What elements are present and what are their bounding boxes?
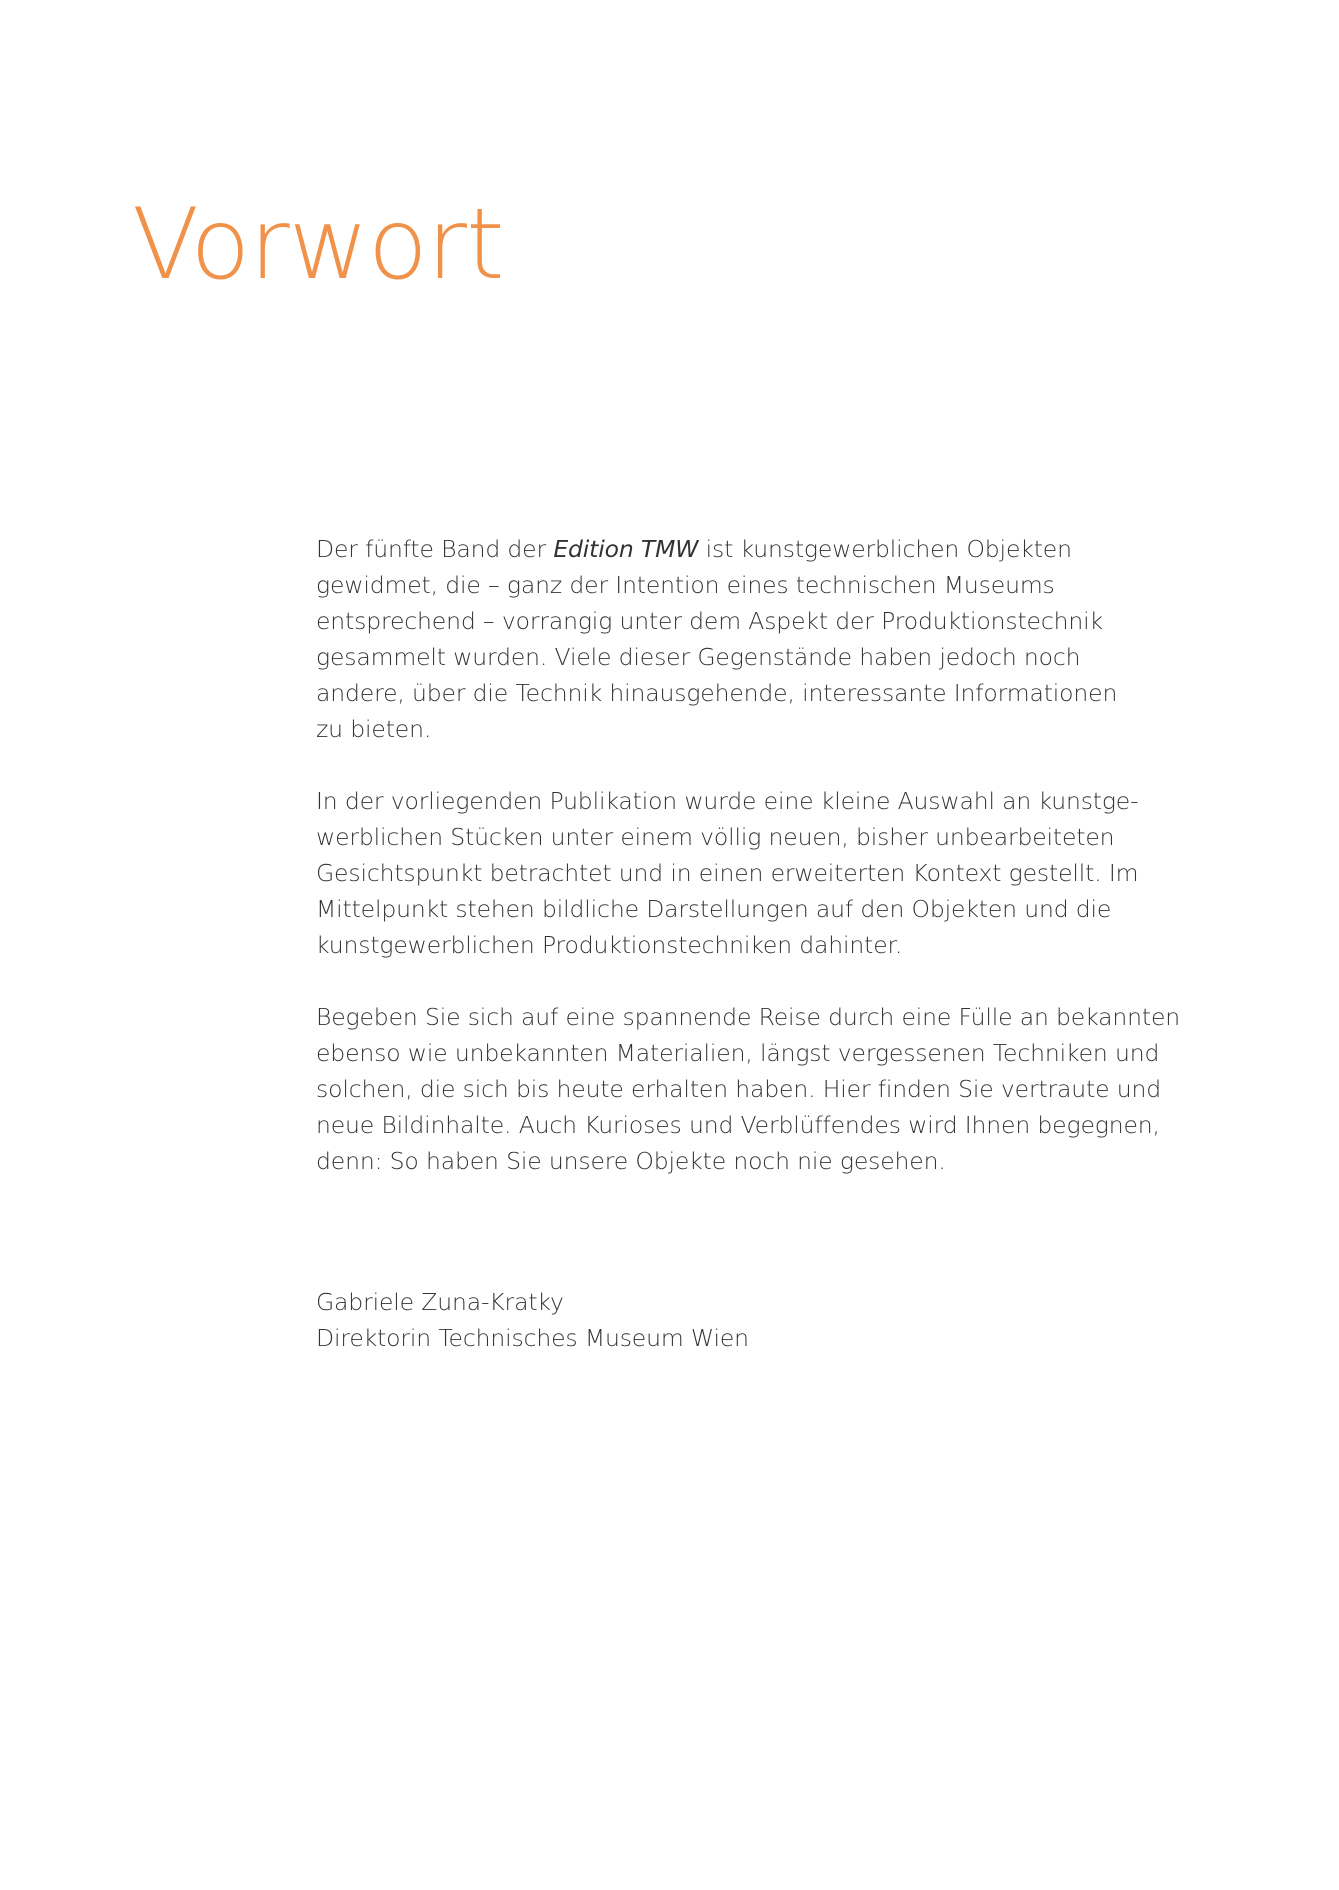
paragraph-3 [316, 999, 1216, 1179]
paragraph-3-line-5: denn: So haben Sie unsere Objekte noch nie gesehen. [316, 1147, 946, 1175]
paragraph-2-line-1: In der vorliegenden Publikation wurde eine kleine Auswahl an kunstge- [316, 787, 1139, 815]
paragraph-1-line-6: zu bieten. [316, 715, 432, 743]
paragraph-3-line-1: Begeben Sie sich auf eine spannende Reise durch eine Fülle an bekannten [316, 1003, 1181, 1031]
paragraph-3-line-2: ebenso wie unbekannten Materialien, längst vergessenen Techniken und [316, 1039, 1160, 1067]
signature-role: Direktorin Technisches Museum Wien [316, 1324, 749, 1352]
paragraph-1-line-1 [316, 531, 1216, 567]
paragraph-1-line-1-end: ist kunstgewerblichen Objekten [698, 535, 1072, 563]
paragraph-1-line-5: andere, über die Technik hinausgehende, interessante Informationen [316, 679, 1118, 707]
paragraph-1-line-4: gesammelt wurden. Viele dieser Gegenstände haben jedoch noch [316, 643, 1081, 671]
paragraph-1-line-2: gewidmet, die – ganz der Intention eines technischen Museums [316, 571, 1055, 599]
signature-name: Gabriele Zuna-Kratky [316, 1288, 564, 1316]
paragraph-1-line-3: entsprechend – vorrangig unter dem Aspekt der Produktionstechnik [316, 607, 1103, 635]
foreword-body [316, 531, 1216, 1215]
page-title: Vorwort [132, 188, 504, 302]
signature-block [316, 1284, 749, 1356]
paragraph-2-line-2: werblichen Stücken unter einem völlig neuen, bisher unbearbeiteten [316, 823, 1115, 851]
edition-title: Edition TMW [553, 535, 699, 563]
paragraph-2-line-3: Gesichtspunkt betrachtet und in einen erweiterten Kontext gestellt. Im [316, 859, 1139, 887]
paragraph-1 [316, 531, 1216, 747]
paragraph-3-line-3: solchen, die sich bis heute erhalten haben. Hier finden Sie vertraute und [316, 1075, 1161, 1103]
paragraph-3-line-4: neue Bildinhalte. Auch Kurioses und Verblüffendes wird Ihnen begegnen, [316, 1111, 1160, 1139]
paragraph-2-line-4: Mittelpunkt stehen bildliche Darstellungen auf den Objekten und die [316, 895, 1112, 923]
paragraph-1-line-1-start: Der fünfte Band der [316, 535, 554, 563]
paragraph-2-line-5: kunstgewerblichen Produktionstechniken dahinter. [316, 931, 903, 959]
paragraph-2 [316, 783, 1216, 963]
